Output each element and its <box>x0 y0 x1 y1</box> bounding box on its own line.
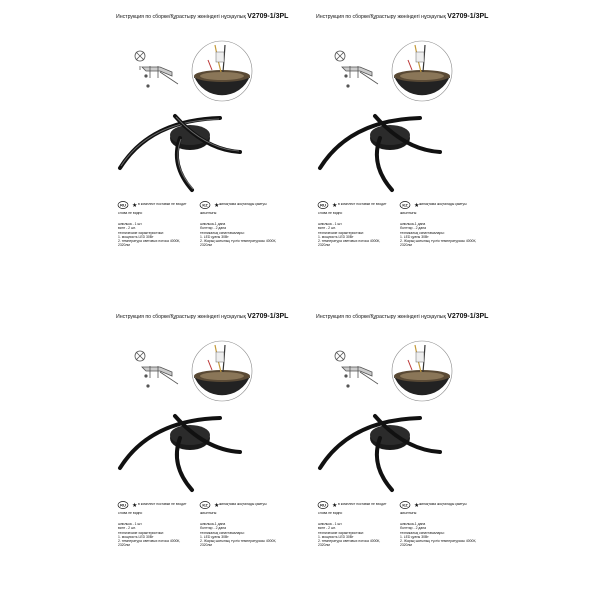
title-text: Инструкция по сборке/Құрастыру жөніндегі нұсқаулық <box>316 14 446 20</box>
svg-text:KZ: KZ <box>202 502 208 508</box>
model-code: V2709-1/3PL <box>447 13 489 20</box>
kz-line: техникалық сипаттамалары: <box>200 230 245 235</box>
ru-line: шпилька - 1 шт. <box>318 522 343 526</box>
kz-line: 1. LED қуаты 30Вт <box>200 234 229 239</box>
ru-line: 2. температура световых потока 4000К, <box>318 539 381 544</box>
kz-line: 1. LED қуаты 30Вт <box>400 534 429 539</box>
kz-spec-block <box>400 222 476 248</box>
ru-line: винт - 2 шт. <box>318 526 336 531</box>
ru-line: 2320лм <box>118 543 130 548</box>
svg-text:★: ★ <box>214 503 220 509</box>
kz-subnote: жиынтығы: <box>200 211 218 215</box>
kz-line: 2320лм <box>400 543 412 548</box>
ru-line: винт - 2 шт. <box>318 226 336 231</box>
kz-line: 1. LED қуаты 30Вт <box>400 234 429 239</box>
ru-spec-block <box>118 522 180 548</box>
ru-line: 2. температура световых потока 4000К, <box>118 539 181 544</box>
kz-badge <box>400 502 419 510</box>
ru-spec-block <box>318 222 380 248</box>
ru-spec-block <box>318 522 380 548</box>
ru-badge <box>118 502 137 510</box>
kz-subnote: жиынтығы: <box>400 511 418 515</box>
ru-line: 1. мощность LED 30Вт <box>118 534 154 539</box>
svg-text:RU: RU <box>320 502 326 508</box>
ru-note: в комплект поставки не входит <box>338 502 387 506</box>
ru-line: 2320лм <box>318 243 330 248</box>
kz-line: 2320лм <box>200 543 212 548</box>
lamp-illustration <box>320 416 440 490</box>
svg-text:★: ★ <box>214 203 220 209</box>
kz-line: 2320лм <box>200 243 212 248</box>
mounting-bracket-illustration <box>335 51 378 87</box>
ru-badge <box>118 202 137 210</box>
kz-note: жинақтама жоқталады қамтуы <box>419 202 467 206</box>
svg-text:★: ★ <box>414 203 420 209</box>
kz-line: 1. LED қуаты 30Вт <box>200 534 229 539</box>
kz-line: техникалық сипаттамалары: <box>400 530 445 535</box>
sheet-illustrations <box>200 0 500 300</box>
title-text: Инструкция по сборке/Құрастыру жөніндегі нұсқаулық <box>316 314 446 320</box>
ru-line: 1. мощность LED 30Вт <box>118 234 154 239</box>
title-text: Инструкция по сборке/Құрастыру жөніндегі нұсқаулық <box>116 14 246 20</box>
title-text: Инструкция по сборке/Құрастыру жөніндегі нұсқаулық <box>116 314 246 320</box>
svg-text:KZ: KZ <box>402 502 408 508</box>
mounting-bracket-illustration <box>335 351 378 387</box>
wiring-photo <box>392 341 452 401</box>
ru-line: винт - 2 шт. <box>118 526 136 531</box>
kz-line: болттар - 2 дана <box>200 226 227 231</box>
svg-text:★: ★ <box>332 503 338 509</box>
kz-line: болттар - 2 дана <box>400 226 427 231</box>
mounting-bracket-illustration <box>135 351 178 387</box>
kz-line: болттар - 2 дана <box>400 526 427 531</box>
mounting-bracket-illustration <box>135 51 178 87</box>
kz-line: 2. Жарық шоғының түстік температурасы 4000К, <box>400 239 477 244</box>
svg-text:RU: RU <box>320 202 326 208</box>
ru-subnote: слова не видно <box>318 511 343 515</box>
kz-line: шпилька-1 дана <box>200 222 226 226</box>
kz-line: шпилька-1 дана <box>200 522 226 526</box>
kz-subnote: жиынтығы: <box>400 211 418 215</box>
ru-line: технические характеристики: <box>318 230 364 235</box>
lamp-illustration <box>320 116 440 190</box>
ru-line: 2. температура световых потока 4000К, <box>118 239 181 244</box>
kz-line: шпилька-1 дана <box>400 222 426 226</box>
kz-note: жинақтама жоқталады қамтуы <box>219 202 267 206</box>
svg-text:RU: RU <box>120 202 126 208</box>
ru-note: в комплект поставки не входит <box>138 502 187 506</box>
svg-text:★: ★ <box>132 203 138 209</box>
kz-spec-block <box>400 522 476 548</box>
wiring-photo <box>392 41 452 101</box>
instruction-sheet <box>200 0 500 300</box>
ru-line: технические характеристики: <box>118 530 164 535</box>
svg-text:★: ★ <box>414 503 420 509</box>
ru-line: шпилька - 1 шт. <box>118 522 143 526</box>
ru-line: технические характеристики: <box>318 530 364 535</box>
svg-text:KZ: KZ <box>402 202 408 208</box>
kz-line: 2320лм <box>400 243 412 248</box>
ru-line: 1. мощность LED 30Вт <box>318 234 354 239</box>
ru-line: 2. температура световых потока 4000К, <box>318 239 381 244</box>
ru-subnote: слова не видно <box>318 211 343 215</box>
kz-note: жинақтама жоқталады қамтуы <box>219 502 267 506</box>
model-code: V2709-1/3PL <box>447 313 489 320</box>
model-code: V2709-1/3PL <box>247 13 289 20</box>
sheet-illustrations <box>200 300 500 600</box>
ru-line: 2320лм <box>118 243 130 248</box>
ru-line: винт - 2 шт. <box>118 226 136 231</box>
ru-badge <box>318 202 337 210</box>
kz-badge <box>400 202 419 210</box>
ru-subnote: слова не видно <box>118 211 143 215</box>
svg-text:★: ★ <box>332 203 338 209</box>
kz-line: шпилька-1 дана <box>400 522 426 526</box>
ru-badge <box>318 502 337 510</box>
kz-line: болттар - 2 дана <box>200 526 227 531</box>
svg-text:★: ★ <box>132 503 138 509</box>
svg-text:RU: RU <box>120 502 126 508</box>
ru-line: 1. мощность LED 30Вт <box>318 534 354 539</box>
kz-line: техникалық сипаттамалары: <box>200 530 245 535</box>
ru-line: 2320лм <box>318 543 330 548</box>
kz-subnote: жиынтығы: <box>200 511 218 515</box>
kz-line: 2. Жарық шоғының түстік температурасы 4000К, <box>200 539 277 544</box>
ru-subnote: слова не видно <box>118 511 143 515</box>
model-code: V2709-1/3PL <box>247 313 289 320</box>
kz-line: 2. Жарық шоғының түстік температурасы 4000К, <box>400 539 477 544</box>
svg-text:KZ: KZ <box>202 202 208 208</box>
kz-line: техникалық сипаттамалары: <box>400 230 445 235</box>
ru-line: шпилька - 1 шт. <box>318 222 343 226</box>
ru-note: в комплект поставки не входит <box>338 202 387 206</box>
kz-note: жинақтама жоқталады қамтуы <box>419 502 467 506</box>
ru-line: технические характеристики: <box>118 230 164 235</box>
ru-line: шпилька - 1 шт. <box>118 222 143 226</box>
instruction-sheet <box>200 300 500 600</box>
ru-spec-block <box>118 222 180 248</box>
ru-note: в комплект поставки не входит <box>138 202 187 206</box>
kz-line: 2. Жарық шоғының түстік температурасы 4000К, <box>200 239 277 244</box>
